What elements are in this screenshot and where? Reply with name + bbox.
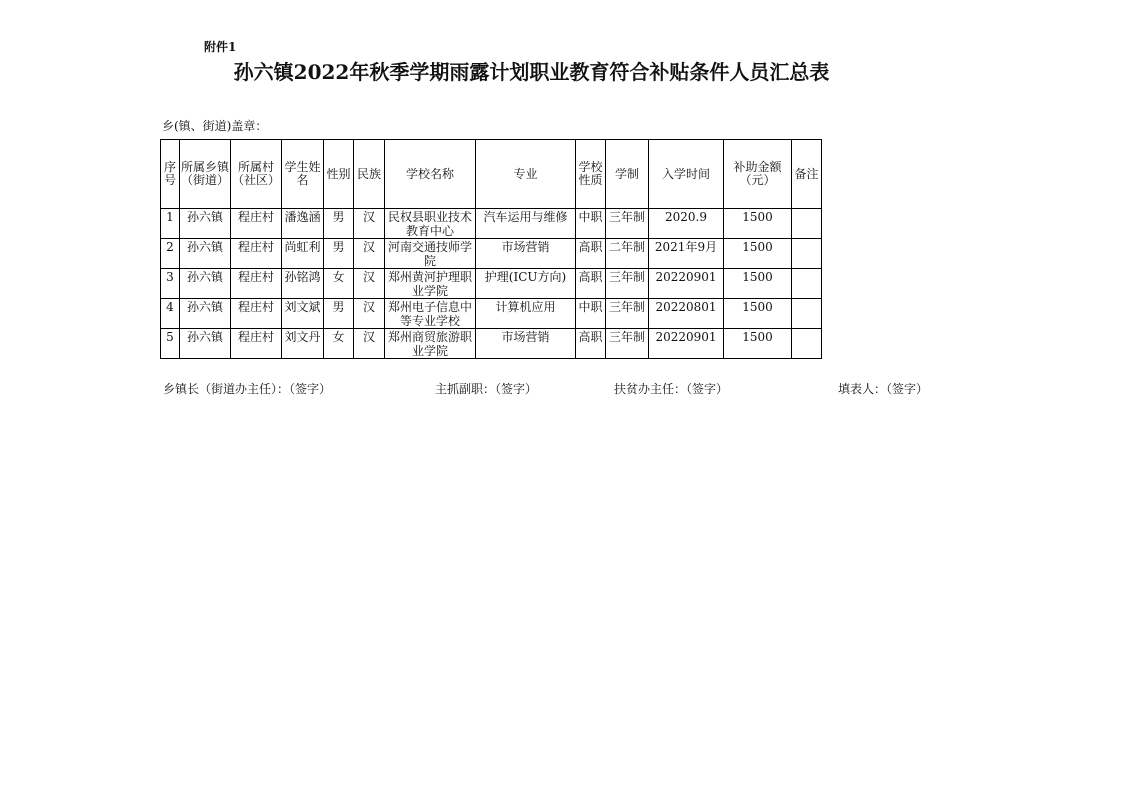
table-row — [161, 209, 822, 239]
table-cell — [649, 329, 724, 359]
table-cell — [180, 209, 231, 239]
col-header: 序号 — [161, 140, 180, 209]
table-cell — [354, 239, 385, 269]
table-cell — [354, 329, 385, 359]
table-cell — [476, 299, 576, 329]
col-header: 性别 — [324, 140, 354, 209]
cell-text: 三年制 — [608, 209, 645, 224]
col-header: 学制 — [606, 140, 649, 209]
cell-text: 郑州电子信息中等专业学校 — [387, 299, 472, 328]
table-cell — [385, 209, 476, 239]
cell-text: 2 — [166, 239, 174, 254]
cell-text: 1500 — [742, 269, 773, 284]
cell-text — [793, 270, 820, 298]
table-cell — [161, 209, 180, 239]
table-cell — [649, 299, 724, 329]
cell-text: 高职 — [578, 239, 603, 254]
table-cell — [476, 269, 576, 299]
cell-text: 1500 — [742, 299, 773, 314]
table-cell — [231, 299, 282, 329]
cell-text — [793, 300, 820, 328]
col-header: 所属村（社区） — [231, 140, 282, 209]
cell-text: 汉 — [362, 269, 375, 284]
cell-text: 市场营销 — [501, 239, 550, 254]
table-cell — [385, 329, 476, 359]
table-cell — [354, 299, 385, 329]
footer-poverty-office: 扶贫办主任：（签字） — [614, 382, 729, 396]
table-cell — [324, 239, 354, 269]
cell-text: 3 — [166, 269, 174, 284]
table-cell — [324, 299, 354, 329]
cell-text: 2021年9月 — [654, 239, 718, 254]
cell-text: 2020.9 — [665, 209, 707, 224]
table-cell — [649, 269, 724, 299]
table-cell — [476, 209, 576, 239]
table-cell — [324, 329, 354, 359]
cell-text: 孙六镇 — [186, 299, 223, 314]
table-cell — [724, 209, 792, 239]
cell-text: 孙六镇 — [186, 269, 223, 284]
cell-text: 尚虹利 — [284, 239, 321, 254]
cell-text: 汉 — [362, 329, 375, 344]
cell-text: 河南交通技师学院 — [387, 239, 472, 268]
table-cell — [792, 239, 822, 269]
cell-text: 高职 — [578, 329, 603, 344]
document-title: 孙六镇2022年秋季学期雨露计划职业教育符合补贴条件人员汇总表 — [233, 60, 830, 84]
footer-head-official: 乡镇长（街道办主任）：（签字） — [163, 382, 332, 396]
table-cell — [231, 269, 282, 299]
table-cell — [606, 239, 649, 269]
cell-text: 孙铭鸿 — [284, 269, 321, 284]
col-header: 学校性质 — [576, 140, 606, 209]
table-cell — [354, 209, 385, 239]
cell-text: 1500 — [742, 209, 773, 224]
cell-text: 女 — [332, 329, 345, 344]
table-cell — [792, 209, 822, 239]
table-cell — [354, 269, 385, 299]
cell-text: 20220901 — [655, 269, 717, 284]
table-cell — [231, 209, 282, 239]
table-cell — [282, 209, 324, 239]
table-cell — [792, 299, 822, 329]
cell-text: 程庄村 — [237, 269, 274, 284]
cell-text: 计算机应用 — [495, 299, 556, 314]
table-cell — [724, 239, 792, 269]
cell-text: 中职 — [578, 209, 603, 224]
cell-text: 1500 — [742, 329, 773, 344]
cell-text: 程庄村 — [237, 209, 274, 224]
cell-text: 孙六镇 — [186, 329, 223, 344]
col-header: 所属乡镇（街道） — [180, 140, 231, 209]
table-cell — [576, 299, 606, 329]
table-row — [161, 239, 822, 269]
col-header: 备注 — [792, 140, 822, 209]
cell-text: 20220801 — [655, 299, 717, 314]
attachment-label: 附件1 — [204, 40, 237, 54]
table-cell — [231, 329, 282, 359]
table-cell — [576, 269, 606, 299]
cell-text: 潘逸涵 — [284, 209, 321, 224]
table-cell — [385, 299, 476, 329]
cell-text: 4 — [166, 299, 174, 314]
table-cell — [231, 239, 282, 269]
table-cell — [724, 269, 792, 299]
table-cell — [385, 269, 476, 299]
cell-text: 男 — [332, 299, 345, 314]
table-cell — [724, 329, 792, 359]
table-cell — [180, 269, 231, 299]
cell-text: 程庄村 — [237, 299, 274, 314]
table-cell — [606, 269, 649, 299]
table-cell — [576, 239, 606, 269]
col-header: 学生姓名 — [282, 140, 324, 209]
table-cell — [476, 329, 576, 359]
cell-text: 高职 — [578, 269, 603, 284]
table-cell — [476, 239, 576, 269]
table-row — [161, 269, 822, 299]
col-header: 专业 — [476, 140, 576, 209]
cell-text — [793, 240, 820, 268]
cell-text: 护理(ICU方向) — [484, 269, 567, 284]
cell-text: 孙六镇 — [186, 239, 223, 254]
table-cell — [282, 269, 324, 299]
cell-text: 男 — [332, 239, 345, 254]
table-cell — [180, 329, 231, 359]
cell-text: 男 — [332, 209, 345, 224]
table-cell — [576, 209, 606, 239]
cell-text — [793, 330, 820, 358]
cell-text: 三年制 — [608, 269, 645, 284]
cell-text: 汉 — [362, 209, 375, 224]
table-row — [161, 329, 822, 359]
cell-text: 1500 — [742, 239, 773, 254]
table-cell — [606, 209, 649, 239]
cell-text: 女 — [332, 269, 345, 284]
cell-text: 1 — [166, 209, 174, 224]
cell-text: 市场营销 — [501, 329, 550, 344]
col-header: 民族 — [354, 140, 385, 209]
cell-text: 三年制 — [608, 329, 645, 344]
cell-text: 民权县职业技术教育中心 — [387, 209, 472, 238]
cell-text: 中职 — [578, 299, 603, 314]
cell-text: 汽车运用与维修 — [483, 209, 568, 224]
table-cell — [385, 239, 476, 269]
cell-text: 汉 — [362, 299, 375, 314]
table-cell — [649, 209, 724, 239]
table-cell — [792, 329, 822, 359]
cell-text: 刘文丹 — [284, 329, 321, 344]
cell-text: 郑州黄河护理职业学院 — [387, 269, 472, 298]
table-cell — [180, 239, 231, 269]
col-header: 补助金额（元） — [724, 140, 792, 209]
col-header: 入学时间 — [649, 140, 724, 209]
table-cell — [282, 239, 324, 269]
table-cell — [180, 299, 231, 329]
cell-text: 郑州商贸旅游职业学院 — [387, 329, 472, 358]
cell-text: 程庄村 — [237, 329, 274, 344]
table-cell — [792, 269, 822, 299]
table-cell — [724, 299, 792, 329]
cell-text: 汉 — [362, 239, 375, 254]
footer-preparer: 填表人：（签字） — [838, 382, 929, 396]
table-cell — [282, 299, 324, 329]
table-cell — [606, 299, 649, 329]
cell-text: 20220901 — [655, 329, 717, 344]
cell-text: 三年制 — [608, 299, 645, 314]
table-cell — [324, 209, 354, 239]
table-cell — [606, 329, 649, 359]
header-row — [161, 140, 822, 209]
cell-text: 程庄村 — [237, 239, 274, 254]
table-cell — [161, 239, 180, 269]
table-cell — [649, 239, 724, 269]
cell-text: 5 — [166, 329, 174, 344]
summary-table — [160, 139, 822, 359]
table-cell — [576, 329, 606, 359]
col-header: 学校名称 — [385, 140, 476, 209]
seal-line: 乡(镇、街道)盖章： — [162, 119, 268, 133]
table-cell — [161, 269, 180, 299]
table-cell — [161, 299, 180, 329]
cell-text — [793, 210, 820, 238]
table-cell — [324, 269, 354, 299]
cell-text: 二年制 — [608, 239, 645, 254]
table-cell — [161, 329, 180, 359]
table-cell — [282, 329, 324, 359]
cell-text: 孙六镇 — [186, 209, 223, 224]
footer-deputy: 主抓副职：（签字） — [435, 382, 538, 396]
cell-text: 刘文斌 — [284, 299, 321, 314]
table-row — [161, 299, 822, 329]
